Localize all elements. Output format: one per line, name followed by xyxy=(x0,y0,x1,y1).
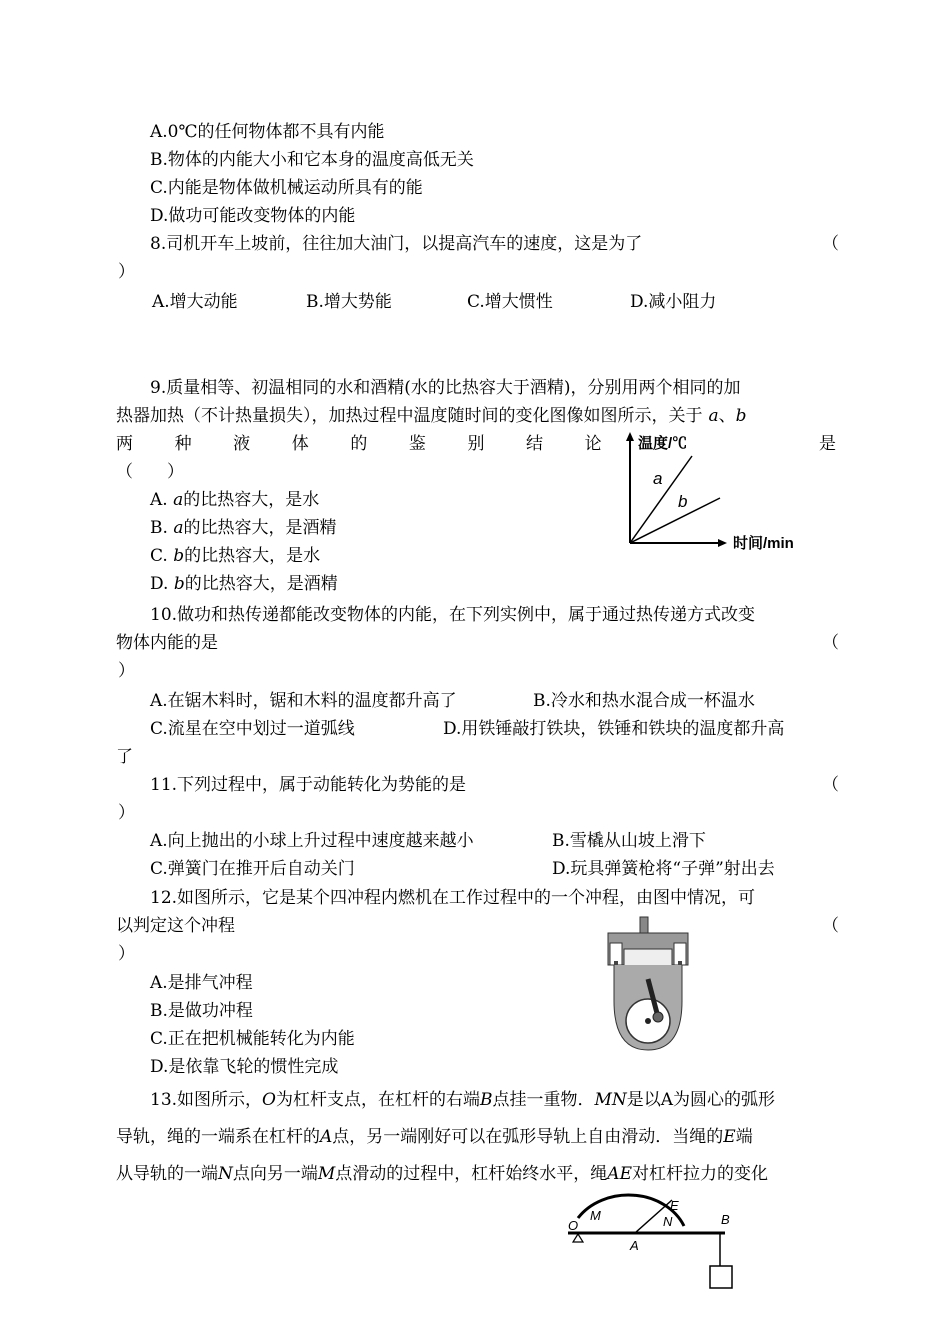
lever-diagram xyxy=(560,1190,750,1340)
q9-option-a: A. a的比热容大，是水 xyxy=(150,490,320,510)
q12-stem-line2: 以判定这个冲程 xyxy=(116,916,235,936)
q8-option-a: A.增大动能 xyxy=(152,292,238,312)
q7-option-a: A.0℃的任何物体都不具有内能 xyxy=(150,122,385,142)
q13-stem-line1: 13.如图所示，O为杠杆支点，在杠杆的右端B点挂一重物．MN是以A为圆心的弧形 xyxy=(150,1090,776,1110)
q11-paren-close: ） xyxy=(118,803,135,823)
label-e: E xyxy=(670,1198,679,1213)
q11-option-b: B.雪橇从山坡上滑下 xyxy=(552,831,706,851)
line-b-label: b xyxy=(678,492,688,511)
x-axis-arrow-icon xyxy=(718,539,727,547)
q10-option-b: B.冷水和热水混合成一杯温水 xyxy=(533,691,755,711)
q13-stem-line2: 导轨，绳的一端系在杠杆的A点，另一端刚好可以在弧形导轨上自由滑动．当绳的E端 xyxy=(116,1127,753,1147)
label-b: B xyxy=(721,1212,730,1227)
q8-paren-close: ） xyxy=(118,262,135,282)
x-axis-label: 时间/min xyxy=(733,535,794,552)
crankpin xyxy=(653,1012,663,1022)
q7-option-b: B.物体的内能大小和它本身的温度高低无关 xyxy=(150,150,474,170)
q12-paren-close: ） xyxy=(118,944,135,964)
y-axis-label: 温度/℃ xyxy=(638,435,688,452)
label-n: N xyxy=(663,1214,673,1229)
q10-option-d-cont: 了 xyxy=(116,747,133,767)
spark-plug-icon xyxy=(640,917,648,933)
q9-temperature-graph xyxy=(615,428,815,553)
label-m: M xyxy=(590,1208,601,1223)
q10-option-d: D.用铁锤敲打铁块，铁锤和铁块的温度都升高 xyxy=(443,719,785,739)
q7-option-d: D.做功可能改变物体的内能 xyxy=(150,206,356,226)
q12-option-b: B.是做功冲程 xyxy=(150,1001,253,1021)
q7-option-c: C.内能是物体做机械运动所具有的能 xyxy=(150,178,423,198)
q10-option-a: A.在锯木料时，锯和木料的温度都升高了 xyxy=(150,691,457,711)
q9-stem-line1: 9.质量相等、初温相同的水和酒精(水的比热容大于酒精)，分别用两个相同的加 xyxy=(150,378,741,398)
label-a: A xyxy=(630,1238,639,1253)
q11-stem: 11.下列过程中，属于动能转化为势能的是 xyxy=(150,775,467,795)
q11-option-a: A.向上抛出的小球上升过程中速度越来越小 xyxy=(150,831,474,851)
weight-block xyxy=(710,1266,732,1288)
q10-stem-line1: 10.做功和热传递都能改变物体的内能，在下列实例中，属于通过热传递方式改变 xyxy=(150,605,756,625)
q9-option-c: C. b的比热容大，是水 xyxy=(150,546,321,566)
q12-option-c: C.正在把机械能转化为内能 xyxy=(150,1029,355,1049)
engine-cylinder-illustration xyxy=(600,915,695,1055)
q10-stem-line2: 物体内能的是 xyxy=(116,633,218,653)
q10-paren-open: （ xyxy=(822,633,839,653)
q9-stem-line2: 热器加热（不计热量损失），加热过程中温度随时间的变化图像如图所示，关于 a、b xyxy=(116,406,747,426)
q12-stem-line1: 12.如图所示，它是某个四冲程内燃机在工作过程中的一个冲程，由图中情况，可 xyxy=(150,888,756,908)
q8-option-c: C.增大惯性 xyxy=(467,292,553,312)
q8-stem: 8.司机开车上坡前，往往加大油门，以提高汽车的速度，这是为了 xyxy=(150,234,643,254)
q10-option-c: C.流星在空中划过一道弧线 xyxy=(150,719,355,739)
q9-stem-line3: 两 种 液 体 的 鉴 别 结 论 是 xyxy=(116,434,836,454)
line-a-label: a xyxy=(653,469,663,488)
q12-option-d: D.是依靠飞轮的惯性完成 xyxy=(150,1057,339,1077)
q8-option-b: B.增大势能 xyxy=(306,292,392,312)
y-axis-arrow-icon xyxy=(626,432,634,441)
q10-paren-close: ） xyxy=(118,661,135,681)
q12-paren-open: （ xyxy=(822,916,839,936)
q11-paren-open: （ xyxy=(822,775,839,795)
q8-paren-open: （ xyxy=(822,234,839,254)
q8-option-d: D.减小阻力 xyxy=(630,292,717,312)
q13-stem-line3: 从导轨的一端N点向另一端M点滑动的过程中，杠杆始终水平，绳AE对杠杆拉力的变化 xyxy=(116,1164,768,1184)
q11-option-d: D.玩具弹簧枪将“子弹”射出去 xyxy=(552,859,775,879)
crankshaft-center xyxy=(645,1018,651,1024)
label-o: O xyxy=(568,1218,579,1233)
line-b xyxy=(630,498,720,543)
q12-option-a: A.是排气冲程 xyxy=(150,973,253,993)
q9-option-d: D. b的比热容大，是酒精 xyxy=(150,574,338,594)
q9-option-b: B. a的比热容大，是酒精 xyxy=(150,518,337,538)
q11-option-c: C.弹簧门在推开后自动关门 xyxy=(150,859,355,879)
q9-answer-paren: （ ） xyxy=(116,462,184,482)
fulcrum-icon xyxy=(573,1234,583,1242)
